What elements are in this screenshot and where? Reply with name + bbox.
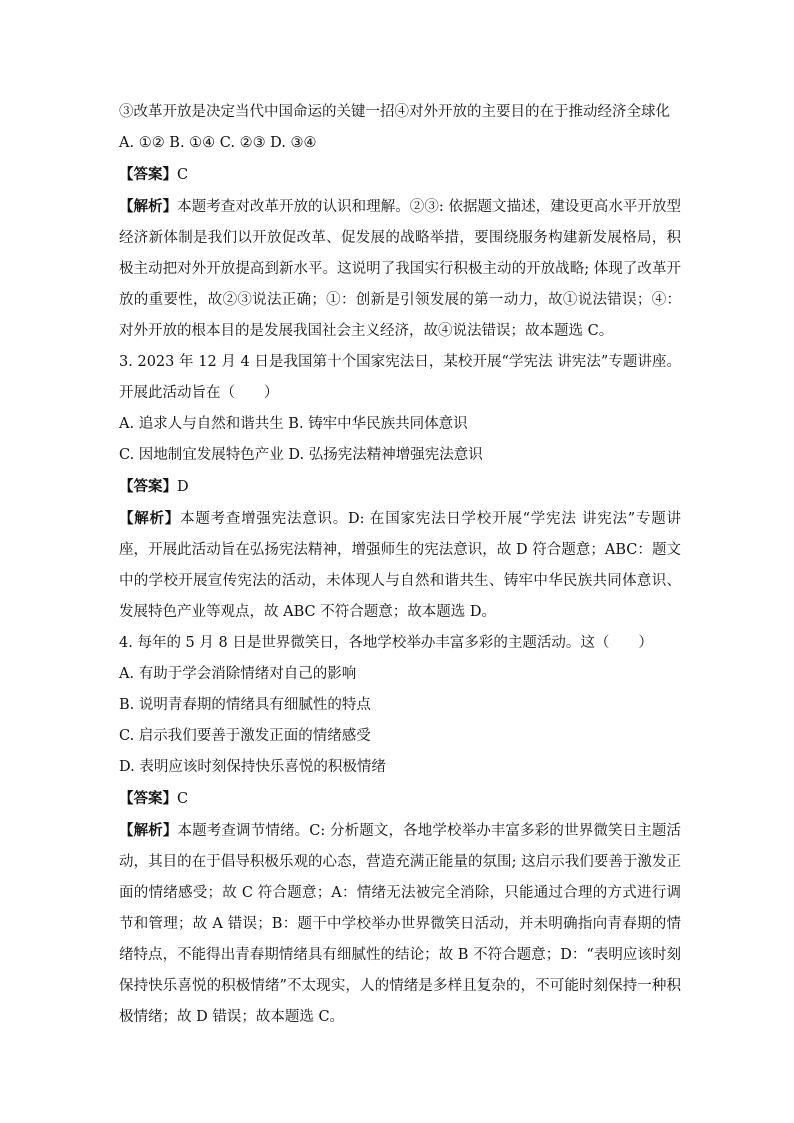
answer-tag: 【答案】 [119,478,177,495]
q3-options-row1: A. 追求人与自然和谐共生 B. 铸牢中华民族共同体意识 [119,416,468,432]
answer-tag: 【答案】 [119,790,177,807]
q4-answer [119,783,681,815]
analysis-text: 本题考查对改革开放的认识和理解。②③: 依据题文描述，建设更高水平开放型经济新体制是我们以开放促改革、促发展的战略举措，要围绕服务构建新发展格局，积极主动把对外开放提高到新水平。这说明了我国实行积极主动的开放战略; 体现了改革开放的重要性，故②③说法正确；①：创新是引领发展的第一动力，故①说法错误；④：对外开放的根本目的是发展我国社会主义经济，故④说法错误；故本题选 C。 [119,199,682,339]
analysis-tag: 【解析】 [119,822,178,839]
q3-stem: 3. 2023 年 12 月 4 日是我国第十个国家宪法日，某校开展“学宪法 讲宪法”专题讲座。开展此活动旨在（ ） [119,354,681,401]
q2-options: A. ①② B. ①④ C. ②③ D. ③④ [119,135,317,151]
q3-options-row2: C. 因地制宜发展特色产业 D. 弘扬宪法精神增强宪法意识 [119,447,483,463]
q4-stem: 4. 每年的 5 月 8 日是世界微笑日，各地学校举办丰富多彩的主题活动。这（ ） [119,635,653,651]
answer-value: D [177,479,189,495]
analysis-text: 本题考查调节情绪。C: 分析题文，各地学校举办丰富多彩的世界微笑日主题活动，其目的在于倡导积极乐观的心态，营造充满正能量的氛围; 这启示我们要善于激发正面的情绪感受；故 C 符合题意；A：情绪无法被完全消除，只能通过合理的方式进行调节和管理；故 A 错误；B：题干中学校举办世界微笑日活动，并未明确指向青春期的情绪特点，不能得出青春期情绪具有细腻性的结论；故 B 不符合题意；D：“表明应该时刻保持快乐喜悦的积极情绪”不太现实，人的情绪是多样且复杂的，不可能时刻保持一种积极情绪；故 D 错误；故本题选 C。 [119,823,681,1025]
q4-option-c: C. 启示我们要善于激发正面的情绪感受 [119,728,371,744]
q4-option-d: D. 表明应该时刻保持快乐喜悦的积极情绪 [119,759,386,775]
q2-analysis [119,191,681,347]
answer-tag: 【答案】 [119,166,177,183]
q2-stem-continuation: ③改革开放是决定当代中国命运的关键一招④对外开放的主要目的在于推动经济全球化 [119,104,670,120]
answer-value: C [177,791,189,807]
q4-option-a: A. 有助于学会消除情绪对自己的影响 [119,666,357,682]
analysis-tag: 【解析】 [119,510,181,527]
q3-analysis [119,503,681,628]
q4-analysis [119,815,681,1033]
analysis-tag: 【解析】 [119,198,178,215]
q2-answer [119,159,681,191]
answer-value: C [177,167,189,183]
q4-option-b: B. 说明青春期的情绪具有细腻性的特点 [119,697,371,713]
page-content [119,97,681,1033]
q3-answer [119,471,681,503]
analysis-text: 本题考查增强宪法意识。D: 在国家宪法日学校开展“学宪法 讲宪法”专题讲座，开展此活动旨在弘扬宪法精神，增强师生的宪法意识，故 D 符合题意；ABC：题文中的学校开展宣传宪法的活动，未体现人与自然和谐共生、铸牢中华民族共同体意识、发展特色产业等观点，故 ABC 不符合题意；故本题选 D。 [119,511,681,620]
